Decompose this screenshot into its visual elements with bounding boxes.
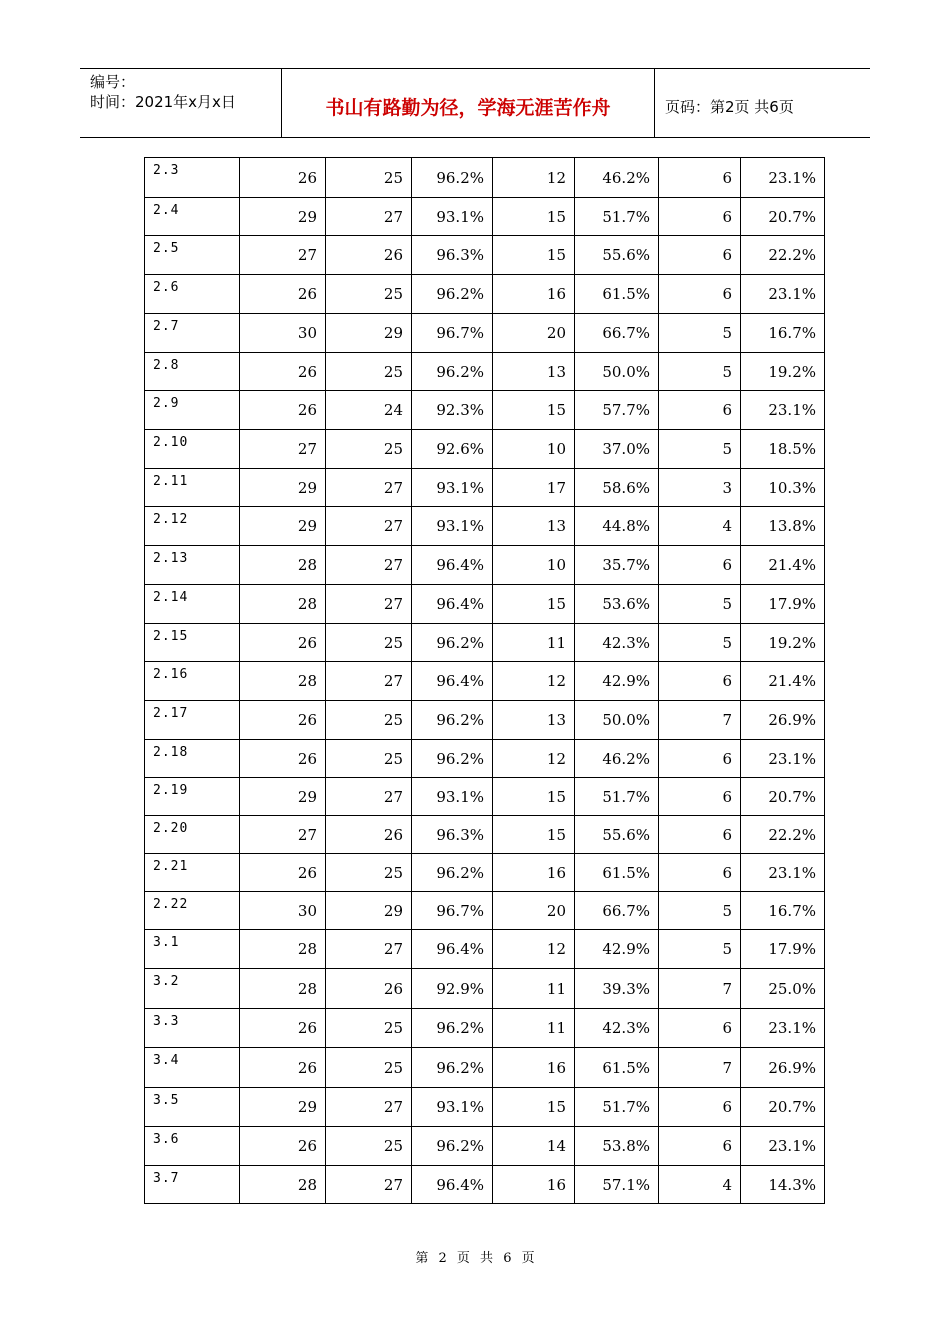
table-row <box>145 353 825 391</box>
table-cell: 22.2% <box>741 816 825 854</box>
table-cell: 27 <box>326 778 412 816</box>
row-label-cell: 3.6 <box>145 1127 240 1166</box>
table-cell: 4 <box>659 507 741 546</box>
table-cell: 93.1% <box>412 198 493 236</box>
table-cell: 96.4% <box>412 662 493 701</box>
table-cell: 27 <box>326 662 412 701</box>
table-cell: 29 <box>240 1088 326 1127</box>
table-cell: 7 <box>659 701 741 740</box>
table-cell: 27 <box>326 507 412 546</box>
table-cell: 20 <box>493 892 575 930</box>
table-row <box>145 314 825 353</box>
table-cell: 26 <box>240 158 326 198</box>
table-cell: 15 <box>493 778 575 816</box>
page-info: 页码：第2页 共6页 <box>665 97 794 116</box>
table-cell: 19.2% <box>741 353 825 391</box>
table-cell: 25 <box>326 275 412 314</box>
motto: 书山有路勤为径，学海无涯苦作舟 <box>282 69 655 137</box>
table-cell: 11 <box>493 969 575 1009</box>
row-label-cell: 2.19 <box>145 778 240 816</box>
table-cell: 28 <box>240 662 326 701</box>
table-cell: 26 <box>240 624 326 662</box>
table-cell: 30 <box>240 892 326 930</box>
table-row <box>145 854 825 892</box>
table-cell: 7 <box>659 969 741 1009</box>
table-cell: 92.6% <box>412 430 493 469</box>
table-cell: 5 <box>659 624 741 662</box>
table-row <box>145 624 825 662</box>
table-cell: 92.9% <box>412 969 493 1009</box>
table-cell: 6 <box>659 546 741 585</box>
table-cell: 18.5% <box>741 430 825 469</box>
table-cell: 96.2% <box>412 1048 493 1088</box>
row-label-cell: 3.3 <box>145 1009 240 1048</box>
table-cell: 26 <box>240 740 326 778</box>
table-cell: 20.7% <box>741 1088 825 1127</box>
table-cell: 14.3% <box>741 1166 825 1204</box>
table-row <box>145 275 825 314</box>
table-cell: 25 <box>326 158 412 198</box>
table-cell: 57.1% <box>575 1166 659 1204</box>
table-cell: 51.7% <box>575 778 659 816</box>
table-cell: 23.1% <box>741 275 825 314</box>
table-cell: 25 <box>326 854 412 892</box>
row-label-cell: 2.15 <box>145 624 240 662</box>
table-cell: 12 <box>493 930 575 969</box>
table-cell: 23.1% <box>741 1009 825 1048</box>
table-row <box>145 507 825 546</box>
table-cell: 16 <box>493 1166 575 1204</box>
table-row <box>145 1088 825 1127</box>
table-cell: 3 <box>659 469 741 507</box>
table-cell: 96.7% <box>412 314 493 353</box>
table-cell: 14 <box>493 1127 575 1166</box>
data-table <box>144 157 825 1204</box>
table-cell: 25 <box>326 353 412 391</box>
table-cell: 39.3% <box>575 969 659 1009</box>
table-row <box>145 740 825 778</box>
table-row <box>145 778 825 816</box>
table-cell: 23.1% <box>741 854 825 892</box>
table-cell: 25 <box>326 430 412 469</box>
table-cell: 5 <box>659 314 741 353</box>
table-cell: 46.2% <box>575 740 659 778</box>
table-cell: 21.4% <box>741 546 825 585</box>
table-cell: 93.1% <box>412 507 493 546</box>
table-cell: 24 <box>326 391 412 430</box>
table-cell: 26 <box>326 969 412 1009</box>
table-cell: 42.3% <box>575 1009 659 1048</box>
table-cell: 92.3% <box>412 391 493 430</box>
row-label-cell: 2.13 <box>145 546 240 585</box>
table-cell: 28 <box>240 969 326 1009</box>
row-label-cell: 3.2 <box>145 969 240 1009</box>
table-cell: 42.3% <box>575 624 659 662</box>
table-cell: 66.7% <box>575 314 659 353</box>
table-row <box>145 158 825 198</box>
table-cell: 16 <box>493 854 575 892</box>
table-row <box>145 546 825 585</box>
table-cell: 27 <box>326 198 412 236</box>
row-label-cell: 2.9 <box>145 391 240 430</box>
row-label-cell: 2.16 <box>145 662 240 701</box>
table-body <box>145 158 825 1204</box>
table-cell: 16 <box>493 1048 575 1088</box>
table-cell: 25.0% <box>741 969 825 1009</box>
table-cell: 96.4% <box>412 1166 493 1204</box>
table-cell: 25 <box>326 1127 412 1166</box>
table-cell: 27 <box>326 546 412 585</box>
table-cell: 26 <box>240 854 326 892</box>
table-cell: 96.2% <box>412 275 493 314</box>
table-cell: 96.2% <box>412 1127 493 1166</box>
table-cell: 93.1% <box>412 778 493 816</box>
table-cell: 29 <box>240 469 326 507</box>
table-cell: 23.1% <box>741 740 825 778</box>
table-cell: 11 <box>493 624 575 662</box>
table-cell: 6 <box>659 1127 741 1166</box>
table-cell: 7 <box>659 1048 741 1088</box>
table-cell: 96.7% <box>412 892 493 930</box>
table-cell: 50.0% <box>575 701 659 740</box>
table-cell: 93.1% <box>412 469 493 507</box>
table-row <box>145 391 825 430</box>
table-cell: 26 <box>240 275 326 314</box>
table-cell: 30 <box>240 314 326 353</box>
row-label-cell: 2.17 <box>145 701 240 740</box>
table-cell: 28 <box>240 546 326 585</box>
table-cell: 53.8% <box>575 1127 659 1166</box>
table-cell: 27 <box>326 585 412 624</box>
table-cell: 10 <box>493 546 575 585</box>
table-cell: 29 <box>326 314 412 353</box>
row-label-cell: 2.4 <box>145 198 240 236</box>
table-cell: 27 <box>326 1088 412 1127</box>
table-cell: 5 <box>659 430 741 469</box>
table-cell: 20.7% <box>741 778 825 816</box>
row-label-cell: 2.5 <box>145 236 240 275</box>
table-cell: 61.5% <box>575 1048 659 1088</box>
table-cell: 16 <box>493 275 575 314</box>
table-cell: 15 <box>493 816 575 854</box>
table-cell: 58.6% <box>575 469 659 507</box>
table-cell: 28 <box>240 930 326 969</box>
row-label-cell: 2.18 <box>145 740 240 778</box>
table-row <box>145 430 825 469</box>
table-cell: 15 <box>493 1088 575 1127</box>
table-cell: 96.2% <box>412 854 493 892</box>
table-cell: 96.4% <box>412 930 493 969</box>
table-cell: 51.7% <box>575 198 659 236</box>
table-cell: 27 <box>240 236 326 275</box>
table-row <box>145 930 825 969</box>
table-cell: 28 <box>240 585 326 624</box>
table-cell: 96.4% <box>412 546 493 585</box>
table-cell: 96.3% <box>412 816 493 854</box>
table-cell: 42.9% <box>575 662 659 701</box>
table-cell: 21.4% <box>741 662 825 701</box>
table-cell: 27 <box>240 430 326 469</box>
table-cell: 50.0% <box>575 353 659 391</box>
table-cell: 19.2% <box>741 624 825 662</box>
table-row <box>145 198 825 236</box>
table-cell: 37.0% <box>575 430 659 469</box>
table-cell: 93.1% <box>412 1088 493 1127</box>
table-cell: 26 <box>326 816 412 854</box>
table-cell: 6 <box>659 1009 741 1048</box>
table-cell: 6 <box>659 662 741 701</box>
time-label: 时间：2021年x月x日 <box>90 93 236 111</box>
table-cell: 26 <box>240 1048 326 1088</box>
table-cell: 22.2% <box>741 236 825 275</box>
table-cell: 26.9% <box>741 1048 825 1088</box>
table-cell: 42.9% <box>575 930 659 969</box>
table-cell: 29 <box>240 507 326 546</box>
table-row <box>145 816 825 854</box>
table-cell: 15 <box>493 391 575 430</box>
table-cell: 23.1% <box>741 391 825 430</box>
row-label-cell: 2.12 <box>145 507 240 546</box>
table-cell: 26 <box>240 391 326 430</box>
row-label-cell: 3.5 <box>145 1088 240 1127</box>
table-cell: 6 <box>659 236 741 275</box>
table-cell: 12 <box>493 158 575 198</box>
table-cell: 96.2% <box>412 740 493 778</box>
table-cell: 46.2% <box>575 158 659 198</box>
table-cell: 26 <box>326 236 412 275</box>
table-cell: 96.2% <box>412 624 493 662</box>
table-row <box>145 1127 825 1166</box>
table-cell: 26 <box>240 1009 326 1048</box>
table-cell: 26.9% <box>741 701 825 740</box>
page-header <box>80 68 870 138</box>
table-cell: 16.7% <box>741 314 825 353</box>
table-cell: 20 <box>493 314 575 353</box>
table-cell: 12 <box>493 740 575 778</box>
table-cell: 5 <box>659 585 741 624</box>
table-cell: 25 <box>326 740 412 778</box>
table-cell: 96.2% <box>412 1009 493 1048</box>
header-meta <box>80 69 282 137</box>
table-row <box>145 1048 825 1088</box>
table-cell: 25 <box>326 1048 412 1088</box>
table-cell: 44.8% <box>575 507 659 546</box>
table-cell: 29 <box>240 198 326 236</box>
table-cell: 17 <box>493 469 575 507</box>
table-row <box>145 236 825 275</box>
table-cell: 16.7% <box>741 892 825 930</box>
table-row <box>145 585 825 624</box>
table-cell: 6 <box>659 198 741 236</box>
table-cell: 6 <box>659 275 741 314</box>
page-footer: 第 2 页 共 6 页 <box>415 1251 535 1266</box>
table-cell: 17.9% <box>741 930 825 969</box>
table-cell: 20.7% <box>741 198 825 236</box>
table-cell: 6 <box>659 816 741 854</box>
table-cell: 5 <box>659 353 741 391</box>
row-label-cell: 2.22 <box>145 892 240 930</box>
table-cell: 57.7% <box>575 391 659 430</box>
row-label-cell: 2.3 <box>145 158 240 198</box>
table-cell: 27 <box>326 1166 412 1204</box>
table-cell: 23.1% <box>741 158 825 198</box>
table-row <box>145 662 825 701</box>
table-cell: 96.2% <box>412 353 493 391</box>
table-cell: 6 <box>659 391 741 430</box>
table-cell: 23.1% <box>741 1127 825 1166</box>
table-cell: 11 <box>493 1009 575 1048</box>
table-cell: 96.3% <box>412 236 493 275</box>
table-cell: 26 <box>240 701 326 740</box>
table-cell: 6 <box>659 778 741 816</box>
table-cell: 15 <box>493 198 575 236</box>
table-cell: 29 <box>326 892 412 930</box>
row-label-cell: 2.10 <box>145 430 240 469</box>
table-cell: 28 <box>240 1166 326 1204</box>
table-cell: 5 <box>659 892 741 930</box>
table-row <box>145 892 825 930</box>
table-cell: 96.2% <box>412 158 493 198</box>
table-cell: 13 <box>493 353 575 391</box>
table-cell: 26 <box>240 1127 326 1166</box>
row-label-cell: 2.7 <box>145 314 240 353</box>
table-cell: 10.3% <box>741 469 825 507</box>
row-label-cell: 3.1 <box>145 930 240 969</box>
table-cell: 10 <box>493 430 575 469</box>
table-cell: 6 <box>659 740 741 778</box>
table-row <box>145 469 825 507</box>
table-cell: 55.6% <box>575 236 659 275</box>
row-label-cell: 2.14 <box>145 585 240 624</box>
table-cell: 25 <box>326 624 412 662</box>
table-cell: 13 <box>493 701 575 740</box>
table-cell: 96.2% <box>412 701 493 740</box>
table-cell: 6 <box>659 854 741 892</box>
table-cell: 53.6% <box>575 585 659 624</box>
table-cell: 13 <box>493 507 575 546</box>
table-cell: 61.5% <box>575 275 659 314</box>
table-cell: 27 <box>326 930 412 969</box>
table-cell: 96.4% <box>412 585 493 624</box>
row-label-cell: 2.11 <box>145 469 240 507</box>
row-label-cell: 2.6 <box>145 275 240 314</box>
row-label-cell: 2.20 <box>145 816 240 854</box>
row-label-cell: 2.21 <box>145 854 240 892</box>
table-cell: 29 <box>240 778 326 816</box>
table-cell: 61.5% <box>575 854 659 892</box>
table-cell: 4 <box>659 1166 741 1204</box>
table-cell: 13.8% <box>741 507 825 546</box>
table-cell: 35.7% <box>575 546 659 585</box>
table-row <box>145 701 825 740</box>
table-cell: 66.7% <box>575 892 659 930</box>
number-label: 编号： <box>90 73 136 91</box>
table-row <box>145 969 825 1009</box>
table-cell: 5 <box>659 930 741 969</box>
table-cell: 17.9% <box>741 585 825 624</box>
table-cell: 15 <box>493 585 575 624</box>
table-cell: 27 <box>326 469 412 507</box>
table-cell: 6 <box>659 1088 741 1127</box>
table-cell: 6 <box>659 158 741 198</box>
table-row <box>145 1166 825 1204</box>
row-label-cell: 3.4 <box>145 1048 240 1088</box>
table-cell: 26 <box>240 353 326 391</box>
row-label-cell: 2.8 <box>145 353 240 391</box>
table-cell: 25 <box>326 1009 412 1048</box>
table-row <box>145 1009 825 1048</box>
row-label-cell: 3.7 <box>145 1166 240 1204</box>
table-cell: 27 <box>240 816 326 854</box>
table-cell: 51.7% <box>575 1088 659 1127</box>
table-cell: 15 <box>493 236 575 275</box>
table-cell: 12 <box>493 662 575 701</box>
table-cell: 25 <box>326 701 412 740</box>
table-cell: 55.6% <box>575 816 659 854</box>
